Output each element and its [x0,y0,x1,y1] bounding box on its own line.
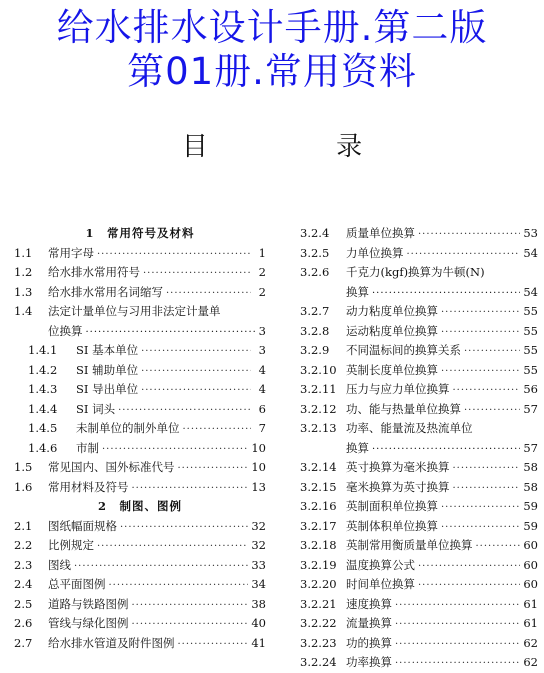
toc-entry-title: 功率换算 [346,655,392,669]
toc-entry-number: 2.7 [14,635,33,650]
toc-entry[interactable] [14,244,266,264]
toc-entry-title: SI 基本单位 [76,343,139,357]
toc-entry[interactable] [300,341,538,361]
toc-page-number: 61 [523,596,538,611]
toc-entry-title: 给水排水常用名词缩写 [48,284,163,299]
toc-entry[interactable] [300,302,538,322]
toc-entry-number: 1.4.5 [28,421,58,435]
leader-dots [441,362,520,381]
toc-entry[interactable] [300,361,538,381]
leader-dots [183,420,252,439]
toc-section-heading: 2 制图、图例 [97,499,182,513]
toc-entry[interactable] [14,419,266,439]
toc-entry-title: 英制常用衡质量单位换算 [346,538,473,552]
toc-entry-title: 功的换算 [346,635,392,650]
leader-dots [395,615,520,634]
toc-entry-title: 温度换算公式 [346,557,415,572]
toc-entry-title: 英寸换算为毫米换算 [346,460,450,474]
leader-dots [178,459,249,478]
toc-entry-number: 3.2.14 [300,460,337,474]
toc-page-number: 58 [523,479,538,494]
toc-entry-number: 3.2.19 [300,557,337,572]
toc-entry-title: 质量单位换算 [346,226,415,240]
toc-entry-title: 功、能与热量单位换算 [346,401,461,416]
toc-entry-number: 3.2.10 [300,362,337,377]
leader-dots [418,576,520,595]
toc-entry[interactable] [14,361,266,381]
toc-entry-title: 力单位换算 [346,245,404,260]
toc-page-number: 59 [523,499,538,513]
toc-entry-number: 3.2.18 [300,538,337,552]
toc-entry-number: 3.2.23 [300,635,337,650]
toc-entry[interactable] [14,302,266,322]
toc-page-number: 4 [258,362,266,377]
toc-entry-title: 常见国内、国外标准代号 [48,460,175,474]
toc-entry-title: 管线与绿化图例 [48,616,129,630]
toc-entry-number: 3.2.20 [300,577,337,591]
toc-page-number: 62 [523,635,538,650]
toc-entry-continuation[interactable] [300,283,538,303]
toc-page-number: 41 [251,635,266,650]
toc-page-number: 3 [258,323,266,338]
leader-dots [395,654,520,673]
leader-dots [464,342,520,361]
toc-entry-number: 3.2.8 [300,323,330,338]
leader-dots [441,518,520,537]
toc-entry-title: 道路与铁路图例 [48,596,129,611]
toc-entry-number: 2.2 [14,538,33,552]
leader-dots [395,596,520,615]
toc-page-number: 32 [251,518,266,533]
document-title-line-1: 给水排水设计手册.第二版 [56,6,488,49]
toc-entry-number: 3.2.22 [300,616,337,630]
leader-dots [141,381,251,400]
leader-dots [476,537,521,556]
toc-entry-number: 3.2.16 [300,499,337,513]
toc-entry[interactable] [300,556,538,576]
toc-page-number: 59 [523,518,538,533]
toc-entry-title: 流量换算 [346,616,392,630]
toc-page-number: 60 [523,577,538,591]
toc-entry-title: 市制 [76,440,99,455]
toc-page-number: 33 [251,557,266,572]
toc-entry-title: 给水排水管道及附件图例 [48,635,175,650]
toc-entry-number: 2.6 [14,616,33,630]
toc-entry[interactable] [14,614,266,634]
leader-dots [97,245,251,264]
toc-entry[interactable] [300,517,538,537]
toc-entry-continuation[interactable] [300,439,538,459]
toc-entry[interactable] [300,595,538,615]
toc-entry[interactable] [14,458,266,478]
toc-heading: 目 录 [181,132,423,162]
toc-entry[interactable] [14,380,266,400]
leader-dots [132,479,249,498]
toc-page-number: 61 [523,616,538,630]
toc-entry-title: 常用材料及符号 [48,479,129,494]
toc-entry-title: 功率、能量流及热流单位 [346,421,473,435]
toc-page-number: 13 [251,479,266,494]
leader-dots [418,225,520,244]
leader-dots [141,362,251,381]
document-title-line-2: 第01册.常用资料 [127,50,417,93]
leader-dots [441,498,520,517]
toc-page-number: 55 [523,304,538,318]
toc-entry-number: 1.2 [14,265,33,279]
toc-entry-number: 3.2.15 [300,479,337,494]
toc-entry-title: 压力与应力单位换算 [346,382,450,396]
leader-dots [441,303,520,322]
toc-page-number: 32 [251,538,266,552]
toc-entry-title: SI 词头 [76,401,116,416]
toc-entry[interactable] [300,653,538,673]
leader-dots [372,440,520,460]
leader-dots [453,479,521,498]
toc-page-number: 56 [523,382,538,396]
toc-entry-title: 英制面积单位换算 [346,499,438,513]
toc-entry-number: 1.4 [14,304,33,318]
toc-entry-title: 时间单位换算 [346,577,415,591]
toc-entry[interactable] [300,614,538,634]
toc-entry-title: 英制长度单位换算 [346,362,438,377]
toc-entry[interactable] [300,497,538,517]
toc-entry[interactable] [300,380,538,400]
toc-entry-number: 1.5 [14,460,33,474]
toc-entry[interactable] [14,341,266,361]
toc-page-number: 55 [523,343,538,357]
toc-entry-number: 1.4.2 [28,362,58,377]
toc-entry-number: 3.2.17 [300,518,337,533]
leader-dots [141,342,251,361]
toc-entry-number: 2.5 [14,596,33,611]
leader-dots [441,323,520,342]
leader-dots [97,537,248,556]
toc-entry[interactable] [14,400,266,420]
leader-dots [109,576,249,595]
toc-entry[interactable] [14,283,266,303]
leader-dots [74,557,248,576]
toc-entry-number: 3.2.24 [300,655,337,669]
toc-entry-number: 1.3 [14,284,33,299]
toc-page-number: 60 [523,538,538,552]
toc-page-number: 2 [258,284,266,299]
toc-entry[interactable] [14,595,266,615]
toc-page-number: 55 [523,323,538,338]
toc-entry-title: 图纸幅面规格 [48,518,117,533]
toc-page-number: 54 [523,284,538,299]
toc-entry-title: 总平面图例 [48,577,106,591]
toc-section-heading: 1 常用符号及材料 [85,226,195,240]
leader-dots [178,635,249,654]
toc-entry[interactable] [300,458,538,478]
toc-entry-number: 3.2.5 [300,245,330,260]
toc-page-number: 57 [523,440,538,455]
leader-dots [118,401,251,420]
toc-entry-title: 毫米换算为英寸换算 [346,479,450,494]
toc-entry-title: SI 导出单位 [76,382,139,396]
toc-entry-number: 3.2.4 [300,226,330,240]
toc-entry[interactable] [14,556,266,576]
toc-entry[interactable] [300,244,538,264]
toc-entry-number: 3.2.7 [300,304,330,318]
toc-entry[interactable] [300,400,538,420]
toc-left-column [14,224,266,653]
toc-page-number: 34 [251,577,266,591]
toc-entry-title: SI 辅助单位 [76,362,139,377]
toc-page-number: 38 [251,596,266,611]
toc-entry-number: 3.2.13 [300,421,337,435]
toc-entry-number: 2.4 [14,577,33,591]
toc-entry-number: 1.1 [14,245,33,260]
toc-entry-title: 不同温标间的换算关系 [346,343,461,357]
toc-entry[interactable] [14,517,266,537]
toc-page-number: 60 [523,557,538,572]
toc-entry-title: 换算 [346,440,369,455]
toc-page-number: 62 [523,655,538,669]
toc-entry-number: 3.2.6 [300,265,330,279]
toc-entry[interactable] [14,439,266,459]
leader-dots [372,284,520,304]
toc-page-number: 40 [251,616,266,630]
toc-entry[interactable] [300,536,538,556]
toc-entry[interactable] [14,263,266,283]
toc-entry[interactable] [14,478,266,498]
toc-page-number: 2 [258,265,266,279]
leader-dots [120,518,248,537]
toc-entry-number: 1.4.3 [28,382,58,396]
toc-entry[interactable] [14,536,266,556]
toc-entry-number: 1.6 [14,479,33,494]
toc-entry-title: 动力粘度单位换算 [346,304,438,318]
toc-page-number: 4 [258,382,266,396]
toc-entry-title: 给水排水常用符号 [48,265,140,279]
toc-page-number: 10 [251,460,266,474]
toc-page-number: 6 [258,401,266,416]
leader-dots [407,245,521,264]
toc-right-column [300,224,538,673]
leader-dots [166,284,251,303]
leader-dots [132,596,249,615]
toc-entry-continuation[interactable] [14,322,266,342]
toc-entry[interactable] [300,322,538,342]
toc-entry-number: 1.4.6 [28,440,58,455]
toc-page-number: 54 [523,245,538,260]
toc-entry-title: 比例规定 [48,538,94,552]
toc-entry-number: 3.2.11 [300,382,337,396]
toc-page-number: 58 [523,460,538,474]
toc-entry-title: 位换算 [48,323,83,338]
toc-entry[interactable] [300,263,538,283]
toc-entry-number: 3.2.12 [300,401,337,416]
leader-dots [453,381,521,400]
leader-dots [418,557,520,576]
toc-entry-title: 未制单位的制外单位 [76,421,180,435]
toc-page-number: 53 [523,226,538,240]
leader-dots [143,264,251,283]
toc-entry-number: 2.1 [14,518,33,533]
toc-entry-number: 3.2.21 [300,596,337,611]
toc-page-number: 3 [258,343,266,357]
toc-entry[interactable] [300,575,538,595]
toc-page-number: 1 [258,245,266,260]
leader-dots [132,615,249,634]
leader-dots [86,323,256,343]
toc-entry-title: 英制体积单位换算 [346,518,438,533]
toc-entry-title: 法定计量单位与习用非法定计量单 [48,304,221,318]
toc-page-number: 10 [251,440,266,455]
toc-entry-title: 图线 [48,557,71,572]
toc-entry[interactable] [14,634,266,654]
toc-page-number: 57 [523,401,538,416]
leader-dots [102,440,248,459]
toc-entry[interactable] [14,575,266,595]
leader-dots [453,459,521,478]
toc-entry-number: 3.2.9 [300,343,330,357]
toc-page-number: 55 [523,362,538,377]
toc-entry-title: 速度换算 [346,596,392,611]
toc-entry-number: 1.4.1 [28,343,58,357]
toc-entry-number: 1.4.4 [28,401,58,416]
leader-dots [395,635,520,654]
toc-entry-title: 千克力(kgf)换算为牛顿(N) [346,265,485,279]
toc-entry[interactable] [300,419,538,439]
leader-dots [464,401,520,420]
toc-entry[interactable] [300,478,538,498]
toc-entry-number: 2.3 [14,557,33,572]
toc-entry-title: 常用字母 [48,245,94,260]
toc-entry[interactable] [300,224,538,244]
toc-entry-title: 换算 [346,284,369,299]
toc-entry[interactable] [300,634,538,654]
toc-entry-title: 运动粘度单位换算 [346,323,438,338]
toc-page-number: 7 [258,421,266,435]
